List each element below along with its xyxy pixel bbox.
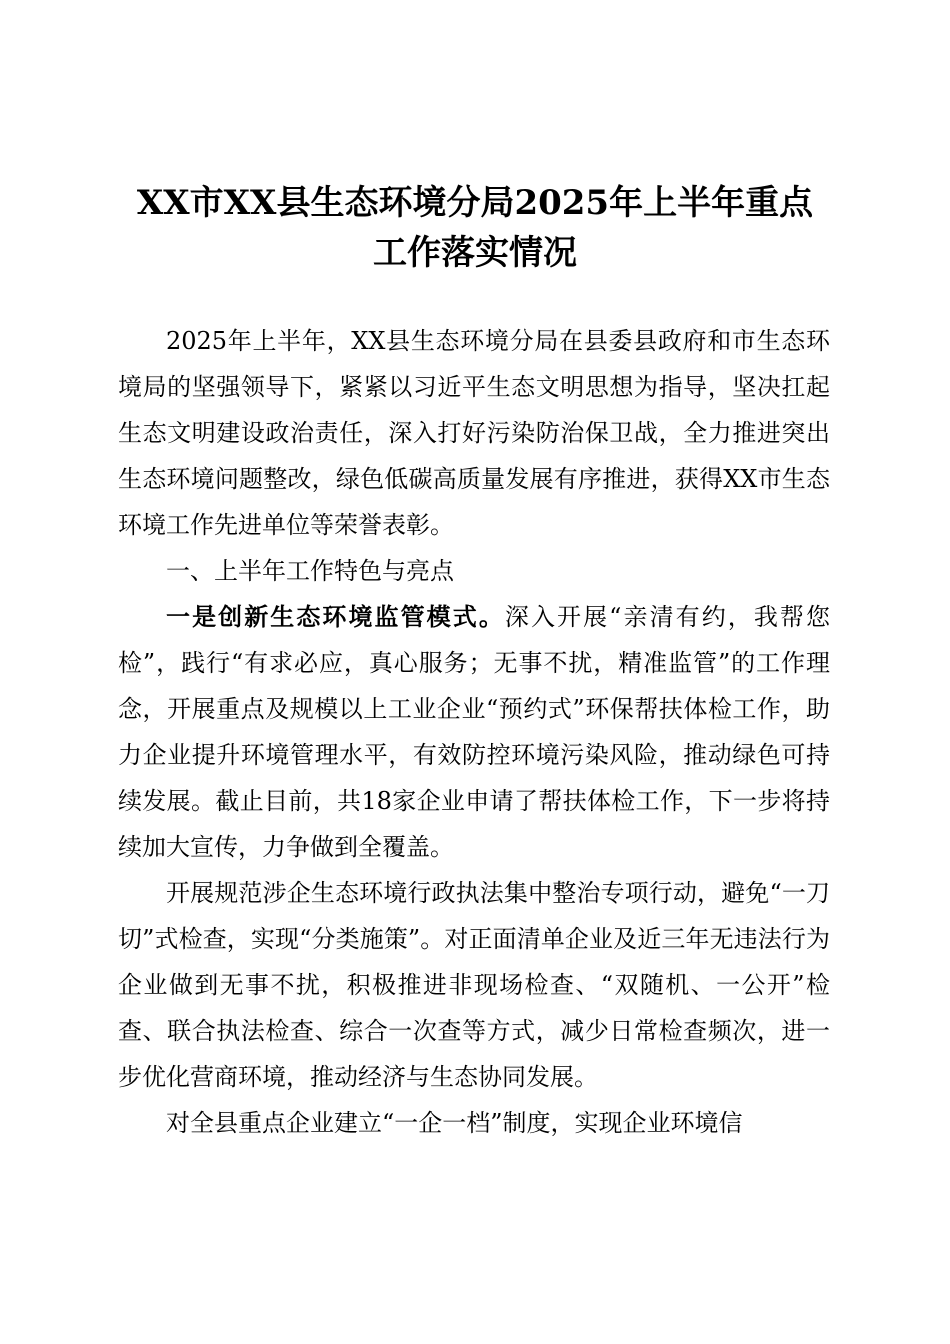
title-line-1: XX市XX县生态环境分局2025年上半年重点 xyxy=(136,183,814,223)
point-1-paragraph xyxy=(118,594,830,870)
title-line-2: 工作落实情况 xyxy=(373,233,577,273)
enforcement-paragraph: 开展规范涉企生态环境行政执法集中整治专项行动，避免“一刀切”式检查，实现“分类施策”。对正面清单企业及近三年无违法行为企业做到无事不扰，积极推进非现场检查、“双随机、一公开”检查、联合执法检查、综合一次查等方式，减少日常检查频次，进一步优化营商环境，推动经济与生态协同发展。 xyxy=(118,879,830,1091)
point-1-text: 深入开展“亲清有约，我帮您检”，践行“有求必应，真心服务；无事不扰，精准监管”的工作理念，开展重点及规模以上工业企业“预约式”环保帮扶体检工作，助力企业提升环境管理水平，有效防控环境污染风险，推动绿色可持续发展。截止目前，共18家企业申请了帮扶体检工作，下一步将持续加大宣传，力争做到全覆盖。 xyxy=(118,603,830,861)
intro-paragraph: 2025年上半年，XX县生态环境分局在县委县政府和市生态环境局的坚强领导下，紧紧以习近平生态文明思想为指导，坚决扛起生态文明建设政治责任，深入打好污染防治保卫战，全力推进突出生态环境问题整改，绿色低碳高质量发展有序推进，获得XX市生态环境工作先进单位等荣誉表彰。 xyxy=(118,327,830,539)
archive-paragraph: 对全县重点企业建立“一企一档”制度，实现企业环境信 xyxy=(166,1109,743,1137)
section-heading: 一、上半年工作特色与亮点 xyxy=(166,557,454,585)
point-1-lead: 一是创新生态环境监管模式。 xyxy=(166,603,505,631)
document-body xyxy=(118,318,830,1146)
document-title xyxy=(100,178,850,278)
